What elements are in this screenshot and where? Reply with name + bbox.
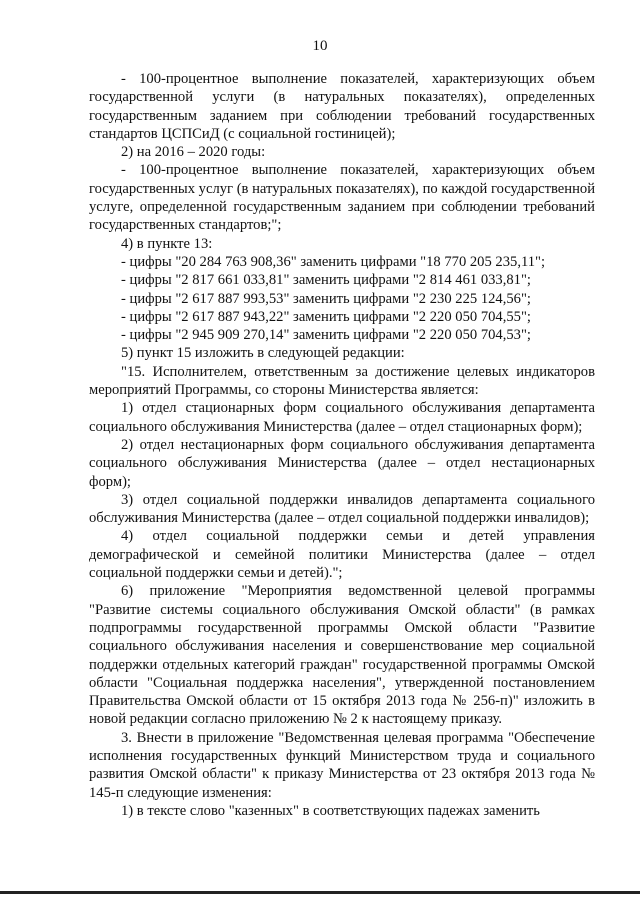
paragraph: "15. Исполнителем, ответственным за достижение целевых индикаторов мероприятий Программы, со стороны Министерства является: — [89, 363, 595, 399]
paragraph: 4) в пункте 13: — [121, 235, 213, 252]
paragraph: 2) на 2016 – 2020 годы: — [121, 144, 266, 161]
page-number: 10 — [312, 38, 328, 54]
paragraph: 3) отдел социальной поддержки инвалидов департамента социального обслуживания Министерства (далее – отдел социальной поддержки инвалидов); — [89, 491, 595, 527]
document-body — [89, 70, 595, 820]
paragraph: - цифры "2 817 661 033,81" заменить цифрами "2 814 461 033,81"; — [121, 272, 531, 289]
paragraph: 2) отдел нестационарных форм социального обслуживания департамента социального обслуживания Министерства (далее – отдел нестационарных форм); — [89, 436, 595, 490]
paragraph: 6) приложение "Мероприятия ведомственной целевой программы "Развитие системы социального обслуживания Омской области" (в рамках подпрограммы государственной программы Омской области "Развитие социального обслуживания населения и совершенствование мер социальной поддержки отдельных категорий граждан" государственной программы Омской области "Социальная поддержка населения", утвержденной постановлением Правительства Омской области от 15 октября 2013 года № 256-п)" изложить в новой редакции согласно приложению № 2 к настоящему приказу. — [89, 583, 595, 728]
paragraph: - цифры "2 617 887 993,53" заменить цифрами "2 230 225 124,56"; — [121, 290, 531, 307]
paragraph: - цифры "20 284 763 908,36" заменить цифрами "18 770 205 235,11"; — [121, 253, 546, 270]
paragraph: 1) в тексте слово "казенных" в соответствующих падежах заменить — [121, 802, 540, 819]
paragraph: - цифры "2 617 887 943,22" заменить цифрами "2 220 050 704,55"; — [121, 308, 531, 325]
paragraph: 4) отдел социальной поддержки семьи и детей управления демографической и семейной политики Министерства (далее – отдел социальной поддержки семьи и детей)."; — [89, 528, 595, 582]
paragraph: - 100-процентное выполнение показателей, характеризующих объем государственной услуги (в натуральных показателях), определенных государственным заданием при соблюдении требований государственных стандартов ЦСПСиД (с социальной гостиницей); — [89, 71, 595, 142]
paragraph: - 100-процентное выполнение показателей, характеризующих объем государственных услуг (в натуральных показателях), по каждой государственной услуге, определенной государственным заданием при соблюдении требований государственных стандартов;"; — [89, 162, 595, 234]
paragraph: 3. Внести в приложение "Ведомственная целевая программа "Обеспечение исполнения государственных функций Министерством труда и социального развития Омской области" к приказу Министерства от 23 октября 2013 года № 145-п следующие изменения: — [89, 729, 595, 801]
scan-edge-divider — [0, 891, 640, 894]
paragraph: - цифры "2 945 909 270,14" заменить цифрами "2 220 050 704,53"; — [121, 327, 531, 344]
paragraph: 5) пункт 15 изложить в следующей редакции: — [121, 345, 405, 362]
paragraph: 1) отдел стационарных форм социального обслуживания департамента социального обслуживания Министерства (далее – отдел стационарных форм); — [89, 400, 595, 435]
